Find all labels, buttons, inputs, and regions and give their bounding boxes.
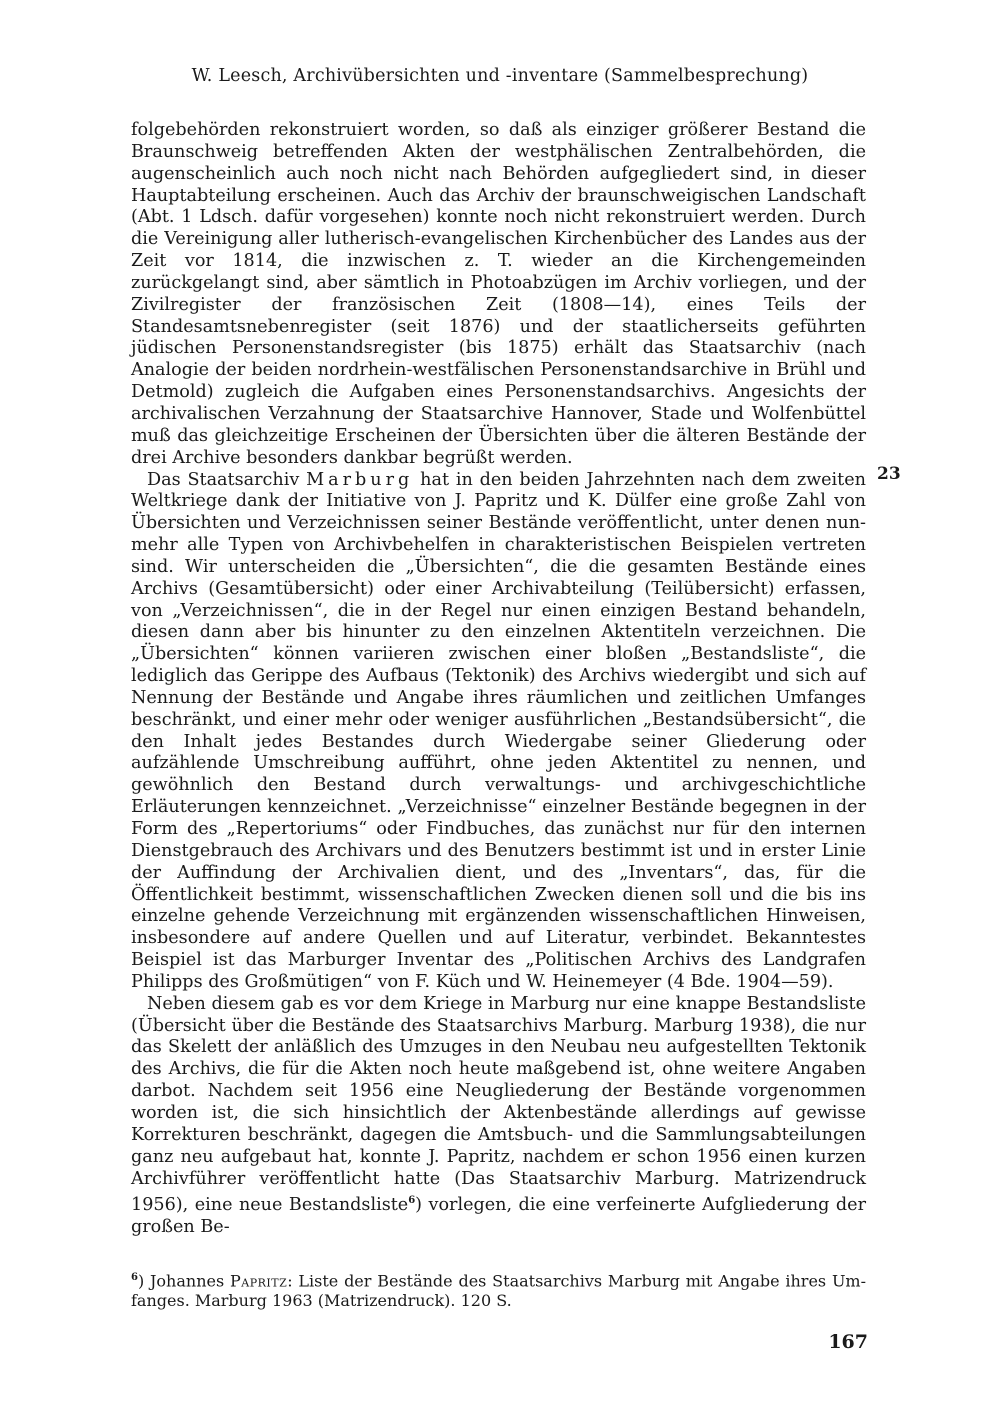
paragraph-3 <box>131 994 866 1239</box>
paragraph-2-text-rest: hat in den beiden Jahrzehnten nach dem zweiten Weltkriege dank der Initiative von J. Papritz und K. Dülfer eine große Zahl von Übersichten und Verzeichnissen seiner Bestände veröffentlicht, unter denen nunmehr alle Typen von Archivbehelfen in charakteristischen Beispielen vertreten sind. Wir unterscheiden die „Übersichten“, die die gesamten Bestände eines Archivs (Gesamtübersicht) oder einer Archivabteilung (Teilübersicht) erfassen, von „Verzeichnissen“, die in der Regel nur einen einzigen Bestand behandeln, diesen dann aber bis hinunter zu den einzelnen Aktentiteln verzeichnen. Die „Übersichten“ können variieren zwischen einer bloßen „Bestandsliste“, die lediglich das Gerippe des Aufbaus (Tektonik) des Archivs wiedergibt und sich auf Nennung der Bestände und Angabe ihres räumlichen und zeitlichen Umfanges beschränkt, und einer mehr oder weniger ausführlichen „Bestandsübersicht“, die den Inhalt jedes Bestandes durch Wiedergabe seiner Gliederung oder aufzählende Umschreibung aufführt, ohne jeden Aktentitel zu nennen, und gewöhnlich den Bestand durch verwaltungs- und archivgeschichtliche Erläuterungen kennzeichnet. „Verzeichnisse“ einzelner Bestände begegnen in der Form des „Repertoriums“ oder Findbuches, das zunächst nur für den internen Dienstgebrauch des Archivars und des Benutzers bestimmt ist und in erster Linie der Auffindung der Archivalien dient, und des „Inventars“, das, für die Öffentlichkeit bestimmt, wissenschaftlichen Zwecken dienen soll und die bis ins einzelne gehende Verzeichnung mit ergänzenden wissenschaftlichen Hinweisen, insbesondere auf andere Quellen und auf Literatur, verbindet. Bekanntestes Beispiel ist das Marburger Inventar des „Politischen Archivs des Landgrafen Philipps des Großmütigen“ von F. Küch und W. Heinemeyer (4 Bde. 1904—59). <box>131 469 866 992</box>
paragraph-3-text-rest: ) vorlegen, die eine verfeinerte Aufgliederung der großen Be- <box>131 1195 866 1238</box>
running-title: W. Leesch, Archivübersichten und -inventare (Sammelbesprechung) <box>191 66 809 86</box>
spaced-place-name: Marburg <box>306 469 414 490</box>
body-text <box>131 120 866 1239</box>
margin-section-number: 23 <box>877 464 901 484</box>
footnote-author: Papritz <box>230 1271 288 1291</box>
paragraph-3-text-start: Neben diesem gab es vor dem Kriege in Marburg nur eine knappe Bestandsliste (Übersicht über die Bestände des Staatsarchivs Marburg. Marburg 1938), die nur das Skelett der anläßlich des Umzuges in den Neubau neu aufgestellten Tektonik des Archivs, die für die Akten noch heute maßgebend ist, ohne weitere Angaben darbot. Nachdem seit 1956 eine Neugliederung der Bestände vorgenommen worden ist, die sich hinsichtlich der Aktenbestände allerdings auf gewisse Korrekturen beschränkt, dagegen die Amtsbuch- und die Sammlungsabteilungen ganz neu aufgebaut hat, konnte J. Papritz, nachdem er schon 1956 einen kurzen Archivführer veröffentlicht hatte (Das Staatsarchiv Marburg. Matrizendruck 1956), eine neue Bestandsliste <box>131 993 866 1216</box>
page-number: 167 <box>828 1331 868 1353</box>
footnote-text: : Liste der Bestände des Staatsarchivs Marburg mit Angabe ihres Umfanges. Marburg 1963 (Matrizendruck). 120 S. <box>131 1271 867 1311</box>
paragraph-1: folgebehörden rekonstruiert worden, so daß als einziger größerer Bestand die Braunschweig betreffenden Akten der westphälischen Zentralbehörden, die augenscheinlich auch noch nicht nach Behörden aufgegliedert sind, in dieser Hauptabteilung erscheinen. Auch das Archiv der braunschweigischen Landschaft (Abt. 1 Ldsch. dafür vorgesehen) konnte noch nicht rekonstruiert werden. Durch die Vereinigung aller lutherisch-evangelischen Kirchenbücher des Landes aus der Zeit vor 1814, die inzwischen z. T. wieder an die Kirchengemeinden zurückgelangt sind, aber sämtlich in Photoabzügen im Archiv vorliegen, und der Zivilregister der französischen Zeit (1808—14), eines Teils der Standesamtsnebenregister (seit 1876) und der staatlicherseits geführten jüdischen Personenstandsregister (bis 1875) erhält das Staatsarchiv (nach Analogie der beiden nordrhein-westfälischen Personenstandsarchive in Brühl und Detmold) zugleich die Aufgaben eines Personenstandsarchivs. Angesichts der archivalischen Verzahnung der Staatsarchive Hannover, Stade und Wolfenbüttel muß das gleichzeitige Erscheinen der Übersichten über die älteren Bestände der drei Archive besonders dankbar begrüßt werden. <box>131 120 866 468</box>
footnote-mark: 6 <box>131 1272 138 1283</box>
footnote-pre: ) Johannes <box>137 1271 230 1291</box>
paragraph-2 <box>131 470 866 994</box>
footnote <box>131 1268 866 1311</box>
footnote-reference: 6 <box>408 1195 416 1207</box>
paragraph-2-text-start: Das Staatsarchiv <box>147 469 307 490</box>
